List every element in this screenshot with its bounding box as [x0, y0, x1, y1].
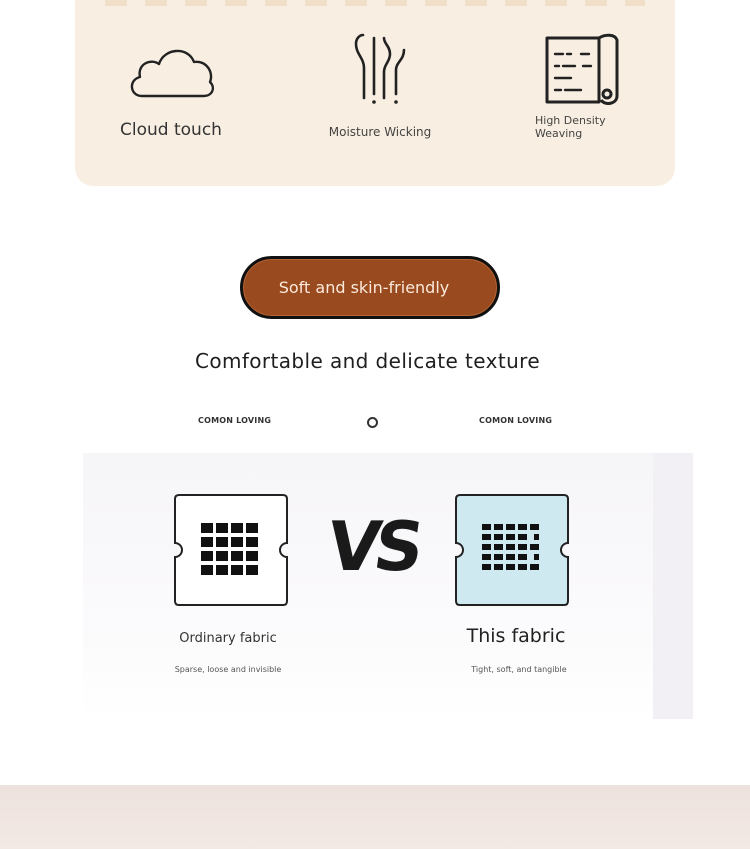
sparse-weave-icon: [173, 493, 289, 607]
dense-weave-icon: [454, 493, 570, 607]
feature-high-density-weaving: [535, 32, 635, 140]
brand-logo-left: COMON LOVING: [198, 416, 272, 425]
this-fabric-title: This fabric: [466, 625, 566, 647]
vs-label: VS: [322, 508, 423, 587]
this-fabric-subtitle: Tight, soft, and tangible: [471, 665, 567, 674]
brand-logo-right: COMON LOVING: [479, 416, 553, 425]
ordinary-fabric-subtitle: Sparse, loose and invisible: [174, 665, 282, 674]
features-card: [75, 0, 675, 186]
feature-cloud-touch: [119, 40, 223, 140]
decorative-strip: [105, 0, 645, 6]
feature-label: Cloud touch: [120, 120, 222, 140]
moisture-wicking-icon: [350, 32, 410, 104]
ordinary-fabric-title: Ordinary fabric: [179, 631, 277, 646]
cloud-icon: [126, 40, 216, 102]
panel-edge: [653, 453, 693, 719]
feature-label: Moisture Wicking: [328, 125, 432, 139]
ring-icon: [367, 417, 378, 428]
fabric-roll-icon: [543, 32, 621, 106]
fabric-comparison-panel: [83, 453, 693, 719]
section-title: Comfortable and delicate texture: [194, 349, 541, 373]
feature-label: High Density Weaving: [535, 114, 606, 140]
badge-label: Soft and skin-friendly: [278, 278, 450, 297]
soft-skin-friendly-badge: [240, 256, 500, 319]
next-section-band: [0, 785, 750, 849]
feature-moisture-wicking: [321, 32, 439, 139]
